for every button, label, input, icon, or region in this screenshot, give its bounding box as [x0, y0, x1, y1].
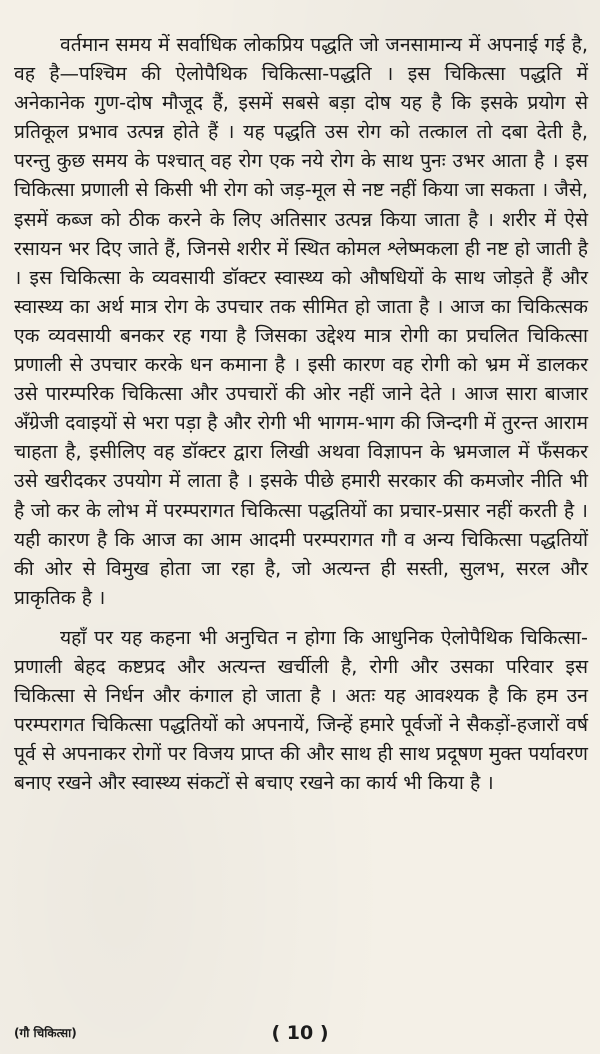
page-body [14, 30, 588, 808]
paragraph-1: वर्तमान समय में सर्वाधिक लोकप्रिय पद्धति जो जनसामान्य में अपनाई गई है, वह है—पश्चिम की ऐलोपैथिक चिकित्सा-पद्धति । इस चिकित्सा पद्धति में अनेकानेक गुण-दोष मौजूद हैं, इसमें सबसे बड़ा दोष यह है कि इसके प्रयोग से प्रतिकूल प्रभाव उत्पन्न होते हैं । यह पद्धति उस रोग को तत्काल तो दबा देती है, परन्तु कुछ समय के पश्चात् वह रोग एक नये रोग के साथ पुनः उभर आता है । इस चिकित्सा प्रणाली से किसी भी रोग को जड़-मूल से नष्ट नहीं किया जा सकता । जैसे, इसमें कब्ज को ठीक करने के लिए अतिसार उत्पन्न किया जाता है । शरीर में ऐसे रसायन भर दिए जाते हैं, जिनसे शरीर में स्थित कोमल श्लेष्मकला ही नष्ट हो जाती है । इस चिकित्सा के व्यवसायी डॉक्टर स्वास्थ्य को औषधियों के साथ जोड़ते हैं और स्वास्थ्य का अर्थ मात्र रोग के उपचार तक सीमित हो जाता है । आज का चिकित्सक एक व्यवसायी बनकर रह गया है जिसका उद्देश्य मात्र रोगी का प्रचलित चिकित्सा प्रणाली से उपचार करके धन कमाना है । इसी कारण वह रोगी को भ्रम में डालकर उसे पारम्परिक चिकित्सा और उपचारों की ओर नहीं जाने देते । आज सारा बाजार अँग्रेजी दवाइयों से भरा पड़ा है और रोगी भी भागम-भाग की जिन्दगी में तुरन्त आराम चाहता है, इसीलिए वह डॉक्टर द्वारा लिखी अथवा विज्ञापन के भ्रमजाल में फँसकर उसे खरीदकर उपयोग में लाता है । इसके पीछे हमारी सरकार की कमजोर नीति भी है जो कर के लोभ में परम्परागत चिकित्सा पद्धतियों का प्रचार-प्रसार नहीं करती है । यही कारण है कि आज का आम आदमी परम्परागत गौ व अन्य चिकित्सा पद्धतियों की ओर से विमुख होता जा रहा है, जो अत्यन्त ही सस्ती, सुलभ, सरल और प्राकृतिक है । [14, 33, 588, 609]
page-footer [0, 1022, 600, 1046]
page-number: ( 10 ) [271, 1022, 329, 1044]
paragraph-2: यहाँ पर यह कहना भी अनुचित न होगा कि आधुनिक ऐलोपैथिक चिकित्सा-प्रणाली बेहद कष्टप्रद और अत्यन्त खर्चीली है, रोगी और उसका परिवार इस चिकित्सा से निर्धन और कंगाल हो जाता है । अतः यह आवश्यक है कि हम उन परम्परागत चिकित्सा पद्धतियों को अपनायें, जिन्हें हमारे पूर्वजों ने सैकड़ों-हजारों वर्ष पूर्व से अपनाकर रोगों पर विजय प्राप्त की और साथ ही साथ प्रदूषण मुक्त पर्यावरण बनाए रखने और स्वास्थ्य संकटों से बचाए रखने का कार्य भी किया है । [14, 625, 588, 795]
footer-book-title: (गौ चिकित्सा) [14, 1026, 77, 1040]
